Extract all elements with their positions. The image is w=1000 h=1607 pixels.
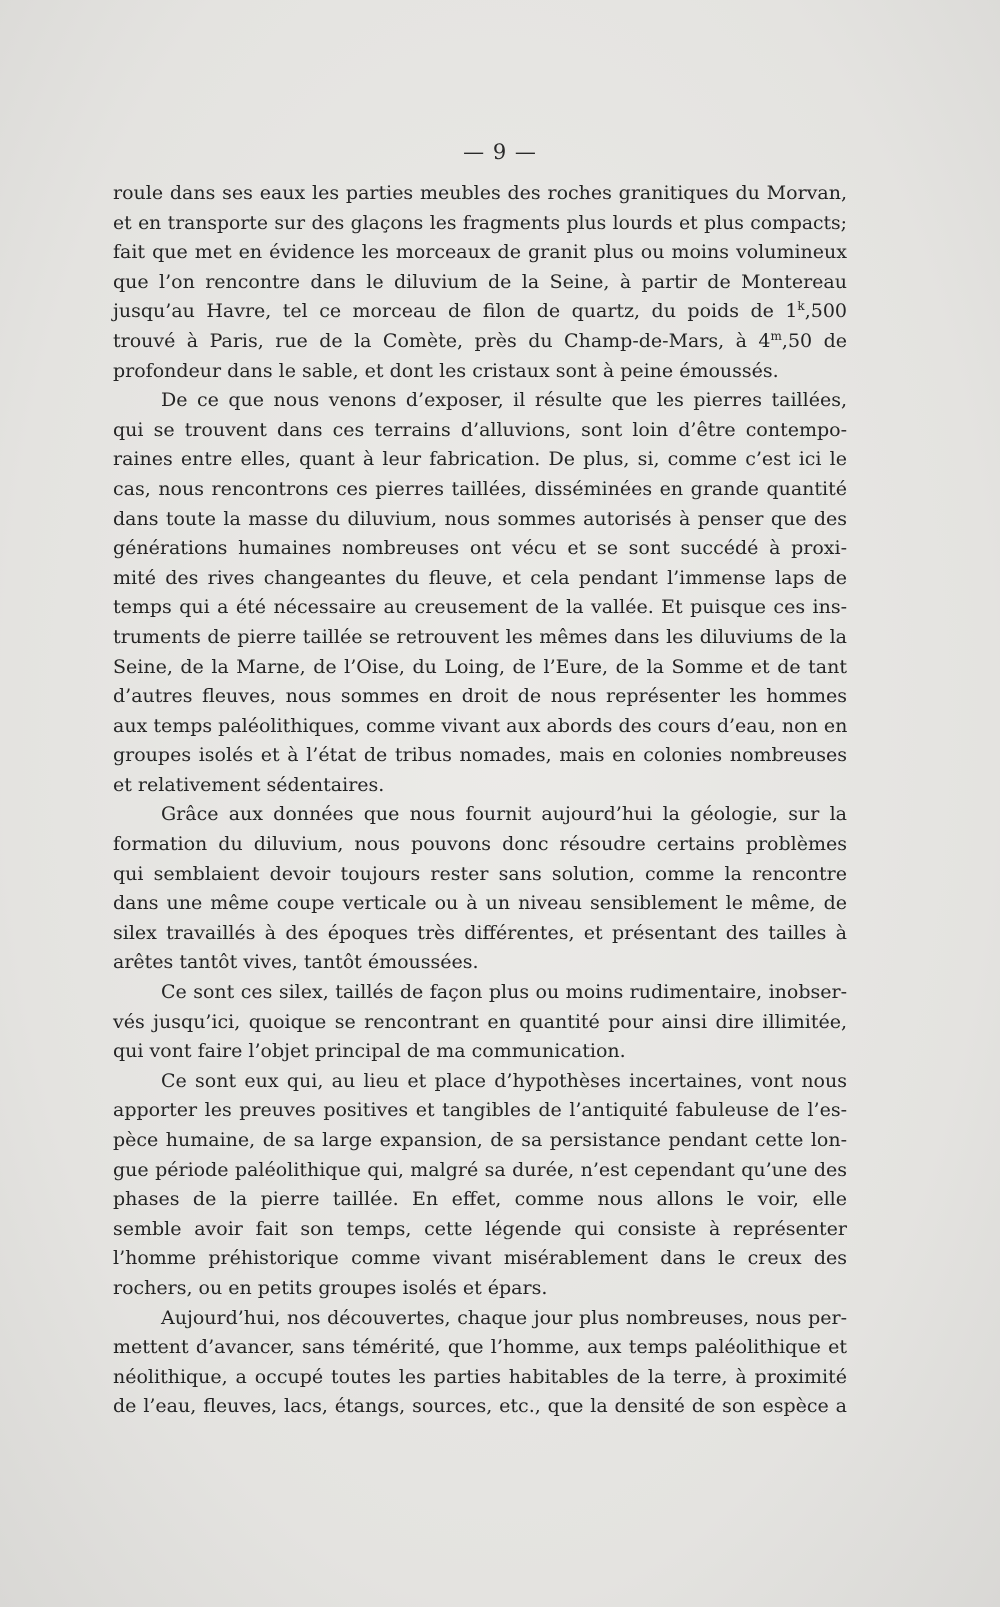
- page-number: — 9 —: [463, 140, 537, 164]
- text-line: roule dans ses eaux les parties meubles des roches granitiques du Morvan,: [113, 182, 847, 204]
- text-line: raines entre elles, quant à leur fabrication. De plus, si, comme c’est ici le: [113, 448, 847, 471]
- text-line: de l’eau, fleuves, lacs, étangs, sources, etc., que la densité de son espèce a: [113, 1395, 847, 1418]
- body-text: [113, 179, 847, 1422]
- text-line: mité des rives changeantes du fleuve, et cela pendant l’immense laps de: [113, 566, 847, 589]
- text-line: semble avoir fait son temps, cette légende qui consiste à représenter: [113, 1217, 847, 1240]
- text-line: [113, 327, 847, 357]
- text-line: l’homme préhistorique comme vivant misérablement dans le creux des: [113, 1247, 847, 1270]
- paragraph-start-line: Ce sont ces silex, taillés de façon plus ou moins rudimentaire, inobser-: [161, 981, 847, 1004]
- text-line: arêtes tantôt vives, tantôt émoussées.: [113, 951, 479, 974]
- text-line: vés jusqu’ici, quoique se rencontrant en quantité pour ainsi dire illimitée,: [113, 1010, 847, 1033]
- text-line: silex travaillés à des époques très différentes, et présentant des tailles à: [113, 921, 847, 944]
- text-line: fait que met en évidence les morceaux de granit plus ou moins volumineux: [113, 241, 847, 264]
- text-line: cas, nous rencontrons ces pierres taillées, disséminées en grande quantité: [113, 477, 847, 500]
- paragraph-start-line: Grâce aux données que nous fournit aujourd’hui la géologie, sur la: [161, 803, 847, 826]
- text-line: néolithique, a occupé toutes les parties habitables de la terre, à proximité: [113, 1365, 847, 1388]
- text-line: que l’on rencontre dans le diluvium de la Seine, à partir de Montereau: [113, 270, 847, 293]
- text-line: phases de la pierre taillée. En effet, comme nous allons le voir, elle: [113, 1188, 847, 1211]
- text-line: formation du diluvium, nous pouvons donc résoudre certains problèmes: [113, 833, 847, 856]
- text-line: mettent d’avancer, sans témérité, que l’homme, aux temps paléolithique et: [113, 1336, 847, 1359]
- text-line: rochers, ou en petits groupes isolés et épars.: [113, 1276, 548, 1299]
- text-line: d’autres fleuves, nous sommes en droit de nous représenter les hommes: [113, 685, 847, 708]
- text-line: [113, 297, 847, 327]
- text-segment: ,50 de: [781, 329, 847, 352]
- text-line: Seine, de la Marne, de l’Oise, du Loing, de l’Eure, de la Somme et de tant: [113, 655, 847, 678]
- superscript: k: [797, 299, 805, 314]
- text-segment: ,500: [804, 300, 847, 323]
- paragraph-start-line: Ce sont eux qui, au lieu et place d’hypothèses incertaines, vont nous: [161, 1069, 847, 1092]
- text-line: apporter les preuves positives et tangibles de l’antiquité fabuleuse de l’es-: [113, 1099, 847, 1122]
- paragraph-start-line: Aujourd’hui, nos découvertes, chaque jour plus nombreuses, nous per-: [161, 1306, 847, 1329]
- text-line: groupes isolés et à l’état de tribus nomades, mais en colonies nombreuses: [113, 744, 847, 767]
- text-line: et relativement sédentaires.: [113, 773, 385, 796]
- text-line: qui semblaient devoir toujours rester sans solution, comme la rencontre: [113, 862, 847, 885]
- superscript: m: [770, 328, 782, 343]
- text-line: truments de pierre taillée se retrouvent les mêmes dans les diluviums de la: [113, 625, 847, 648]
- text-line: pèce humaine, de sa large expansion, de sa persistance pendant cette lon-: [113, 1129, 847, 1151]
- text-line: gue période paléolithique qui, malgré sa durée, n’est cependant qu’une des: [113, 1158, 847, 1181]
- text-line: et en transporte sur des glaçons les fragments plus lourds et plus compacts;: [113, 212, 847, 234]
- text-line: dans toute la masse du diluvium, nous sommes autorisés à penser que des: [113, 507, 847, 530]
- text-line: profondeur dans le sable, et dont les cristaux sont à peine émoussés.: [113, 359, 779, 382]
- paragraph-start-line: De ce que nous venons d’exposer, il résulte que les pierres taillées,: [161, 389, 847, 412]
- text-segment: jusqu’au Havre, tel ce morceau de filon de quartz, du poids de 1: [113, 300, 798, 323]
- text-line: temps qui a été nécessaire au creusement de la vallée. Et puisque ces ins-: [113, 596, 847, 619]
- text-line: aux temps paléolithiques, comme vivant aux abords des cours d’eau, non en: [113, 714, 848, 737]
- text-line: générations humaines nombreuses ont vécu et se sont succédé à proxi-: [113, 537, 847, 560]
- text-segment: trouvé à Paris, rue de la Comète, près du Champ-de-Mars, à 4: [113, 329, 771, 352]
- text-line: qui se trouvent dans ces terrains d’alluvions, sont loin d’être contempo-: [113, 418, 847, 441]
- text-line: dans une même coupe verticale ou à un niveau sensiblement le même, de: [113, 892, 847, 915]
- text-line: qui vont faire l’objet principal de ma communication.: [113, 1040, 626, 1063]
